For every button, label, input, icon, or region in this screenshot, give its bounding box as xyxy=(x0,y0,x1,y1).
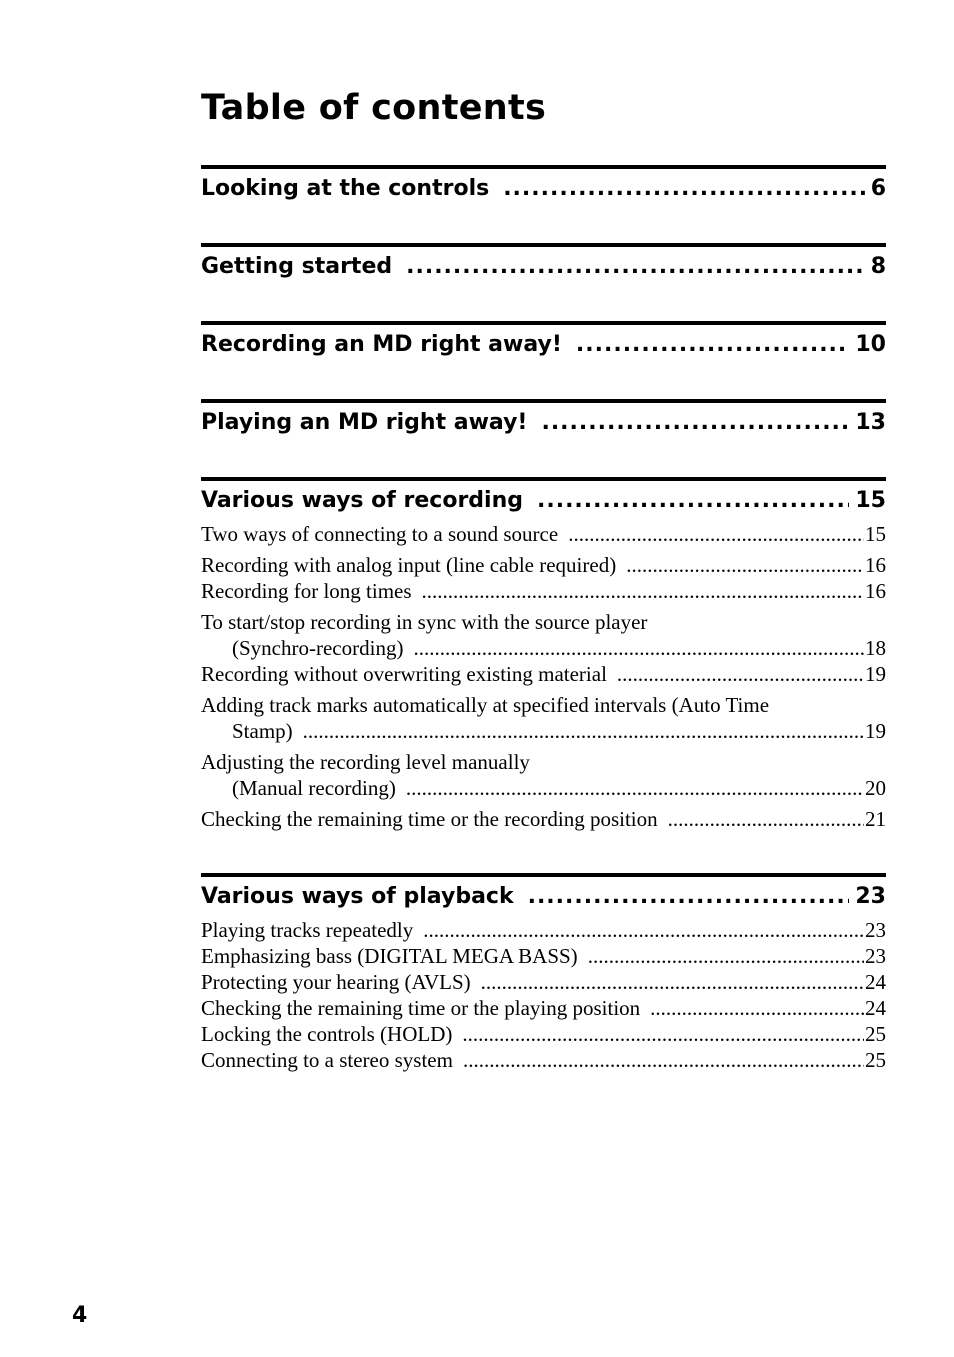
toc-page-number: 20 xyxy=(865,776,886,800)
dot-leader xyxy=(626,552,864,578)
toc-section xyxy=(201,243,886,283)
dot-leader xyxy=(668,806,864,832)
section-rule xyxy=(201,243,886,247)
toc-page-number: 13 xyxy=(855,410,886,435)
toc-heading: Getting started xyxy=(201,254,393,279)
toc-entry-text: Emphasizing bass (DIGITAL MEGA BASS) xyxy=(201,944,578,968)
toc-page-number: 18 xyxy=(865,636,886,660)
toc-entry-text: Stamp) xyxy=(232,719,293,743)
dot-leader xyxy=(528,881,850,913)
dot-leader xyxy=(413,635,864,661)
toc-page-number: 25 xyxy=(865,1048,886,1072)
toc-entry[interactable] xyxy=(201,917,886,943)
toc-entry-row xyxy=(201,1047,886,1073)
toc-entry[interactable] xyxy=(201,578,886,604)
toc-entry[interactable] xyxy=(201,609,886,661)
page-title: Table of contents xyxy=(201,88,547,128)
toc-heading-entry[interactable] xyxy=(201,881,886,913)
toc-section xyxy=(201,399,886,439)
toc-entry-text-line1: To start/stop recording in sync with the source player xyxy=(201,610,648,634)
toc-page-number: 8 xyxy=(870,254,886,279)
toc-entry-text: Checking the remaining time or the playing position xyxy=(201,996,641,1020)
dot-leader xyxy=(588,943,864,969)
dot-leader xyxy=(568,521,864,547)
toc-page-number: 19 xyxy=(865,719,886,743)
dot-leader xyxy=(537,485,849,517)
toc-entry-row xyxy=(201,521,886,547)
section-rule xyxy=(201,321,886,325)
toc-section xyxy=(201,873,886,1073)
toc-entry-row xyxy=(201,917,886,943)
dot-leader xyxy=(303,718,864,744)
toc-entry-text: (Synchro-recording) xyxy=(232,636,404,660)
toc-entry[interactable] xyxy=(201,661,886,687)
dot-leader xyxy=(406,775,864,801)
dot-leader xyxy=(422,578,864,604)
toc-page-number: 21 xyxy=(865,807,886,831)
toc-heading-entry[interactable] xyxy=(201,251,886,283)
toc-entry-row xyxy=(201,995,886,1021)
section-rule xyxy=(201,399,886,403)
dot-leader xyxy=(541,407,849,439)
toc-entry-text: Two ways of connecting to a sound source xyxy=(201,522,559,546)
toc-entry-text: Recording for long times xyxy=(201,579,412,603)
dot-leader xyxy=(462,1021,864,1047)
toc-entry-text: Playing tracks repeatedly xyxy=(201,918,414,942)
section-rule xyxy=(201,873,886,877)
toc-page-number: 15 xyxy=(865,522,886,546)
section-rule xyxy=(201,477,886,481)
toc-entry[interactable] xyxy=(201,969,886,995)
toc-entry-row xyxy=(201,806,886,832)
toc-heading: Playing an MD right away! xyxy=(201,410,528,435)
toc-entry-text-line1: Adjusting the recording level manually xyxy=(201,750,530,774)
toc-entry-row xyxy=(201,635,886,661)
toc-entry-row xyxy=(201,552,886,578)
toc-page-number: 24 xyxy=(865,996,886,1020)
dot-leader xyxy=(423,917,864,943)
dot-leader xyxy=(617,661,864,687)
toc-entry-text: Protecting your hearing (AVLS) xyxy=(201,970,471,994)
toc-sub-list xyxy=(201,917,886,1073)
toc-heading: Various ways of playback xyxy=(201,884,514,909)
toc-page-number: 23 xyxy=(855,884,886,909)
dot-leader xyxy=(576,329,849,361)
toc-entry-text: Connecting to a stereo system xyxy=(201,1048,453,1072)
toc-heading: Looking at the controls xyxy=(201,176,490,201)
toc-heading: Recording an MD right away! xyxy=(201,332,562,357)
toc-entry-row xyxy=(201,969,886,995)
toc-entry-row xyxy=(201,943,886,969)
toc-heading: Various ways of recording xyxy=(201,488,523,513)
toc-heading-entry[interactable] xyxy=(201,173,886,205)
toc-page-number: 23 xyxy=(865,918,886,942)
toc-entry-text: Recording with analog input (line cable required) xyxy=(201,553,617,577)
toc-entry-row xyxy=(201,1021,886,1047)
toc-entry[interactable] xyxy=(201,552,886,578)
toc-heading-entry[interactable] xyxy=(201,485,886,517)
toc-entry[interactable] xyxy=(201,521,886,547)
page-number: 4 xyxy=(72,1303,88,1328)
toc-entry-text: Locking the controls (HOLD) xyxy=(201,1022,453,1046)
toc-entry[interactable] xyxy=(201,1047,886,1073)
toc-entry-text: Checking the remaining time or the recording position xyxy=(201,807,658,831)
toc-entry[interactable] xyxy=(201,749,886,801)
toc-entry[interactable] xyxy=(201,1021,886,1047)
toc-sub-list xyxy=(201,521,886,832)
toc-section xyxy=(201,165,886,205)
toc-entry-text: Recording without overwriting existing material xyxy=(201,662,607,686)
dot-leader xyxy=(650,995,864,1021)
toc-page-number: 25 xyxy=(865,1022,886,1046)
toc-entry-row xyxy=(201,718,886,744)
toc-entry[interactable] xyxy=(201,943,886,969)
dot-leader xyxy=(481,969,864,995)
toc-page-number: 19 xyxy=(865,662,886,686)
toc-page-number: 16 xyxy=(865,579,886,603)
toc-page-number: 24 xyxy=(865,970,886,994)
toc-page-number: 23 xyxy=(865,944,886,968)
dot-leader xyxy=(463,1047,864,1073)
toc-entry-row xyxy=(201,661,886,687)
dot-leader xyxy=(503,173,864,205)
section-rule xyxy=(201,165,886,169)
toc-page-number: 10 xyxy=(855,332,886,357)
toc-entry-row xyxy=(201,775,886,801)
toc-page-number: 16 xyxy=(865,553,886,577)
toc-entry[interactable] xyxy=(201,806,886,832)
toc-entry-row xyxy=(201,578,886,604)
toc-entry-text: (Manual recording) xyxy=(232,776,396,800)
toc-entry[interactable] xyxy=(201,692,886,744)
toc-section xyxy=(201,321,886,361)
toc-heading-entry[interactable] xyxy=(201,407,886,439)
toc-section xyxy=(201,477,886,832)
toc-page-number: 6 xyxy=(870,176,886,201)
toc-page-number: 15 xyxy=(855,488,886,513)
dot-leader xyxy=(406,251,865,283)
toc-heading-entry[interactable] xyxy=(201,329,886,361)
toc-entry[interactable] xyxy=(201,995,886,1021)
toc-entry-text-line1: Adding track marks automatically at specified intervals (Auto Time xyxy=(201,693,770,717)
